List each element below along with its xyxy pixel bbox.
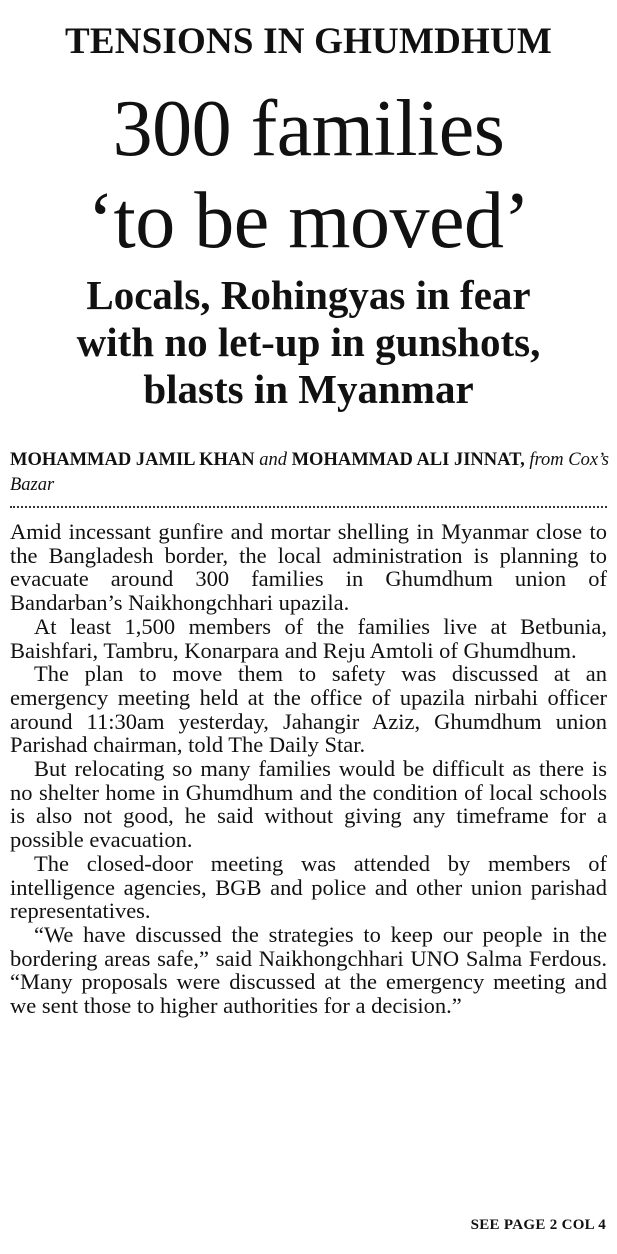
subheadline-line: blasts in Myanmar bbox=[143, 366, 474, 412]
article-paragraph: At least 1,500 members of the families live at Betbunia, Baishfari, Tambru, Konarpara and Reju Amtoli of Ghumdhum. bbox=[10, 613, 607, 663]
article-body bbox=[10, 520, 607, 1018]
headline-line: 300 families bbox=[112, 85, 505, 173]
article-paragraph: Amid incessant gunfire and mortar shelling in Myanmar close to the Bangladesh border, the local administration is planning to evacuate around 300 families in Ghumdhum union of Bandarban’s Naikhongchhari upazila. bbox=[10, 519, 607, 616]
article-paragraph: The plan to move them to safety was discussed at an emergency meeting held at the office of upazila nirbahi officer around 11:30am yesterday, Jahangir Aziz, Ghumdhum union Parishad chairman, told The Daily Star. bbox=[10, 661, 607, 758]
article-paragraph: But relocating so many families would be difficult as there is no shelter home in Ghumdhum and the condition of local schools is also not good, he said without giving any timeframe for a possible evacuation. bbox=[10, 756, 607, 853]
subheadline-line: Locals, Rohingyas in fear bbox=[86, 272, 531, 318]
dotted-divider bbox=[10, 506, 607, 508]
byline-author: MOHAMMAD JAMIL KHAN bbox=[10, 450, 255, 470]
article-paragraph: The closed-door meeting was attended by members of intelligence agencies, BGB and police and other union parishad representatives. bbox=[10, 850, 607, 924]
byline-author: MOHAMMAD ALI JINNAT, bbox=[291, 450, 525, 470]
subheadline bbox=[0, 272, 617, 413]
subheadline-line: with no let-up in gunshots, bbox=[76, 319, 541, 365]
continuation-link[interactable]: SEE PAGE 2 COL 4 bbox=[470, 1217, 606, 1233]
kicker: TENSIONS IN GHUMDHUM bbox=[64, 21, 553, 62]
byline bbox=[10, 448, 610, 498]
article-paragraph: “We have discussed the strategies to keep our people in the bordering areas safe,” said Naikhongchhari UNO Salma Ferdous. “Many proposals were discussed at the emergency meeting and we sent those to higher authorities for a decision.” bbox=[10, 921, 607, 1019]
byline-conjunction: and bbox=[259, 450, 287, 470]
byline-location: from Cox’s Bazar bbox=[10, 450, 610, 495]
headline-line: ‘to be moved’ bbox=[87, 177, 530, 265]
headline bbox=[0, 83, 617, 267]
